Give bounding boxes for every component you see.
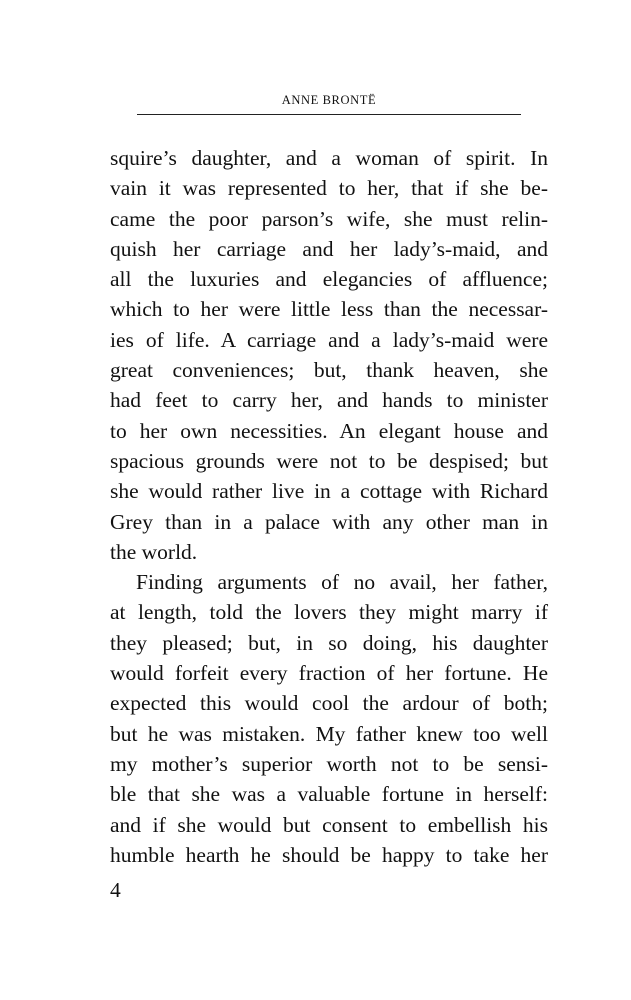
text-line: would forfeit every fraction of her fortune. He	[110, 661, 548, 686]
text-line: expected this would cool the ardour of both;	[110, 691, 548, 716]
page-number: 4	[110, 878, 121, 902]
text-line: squire’s daughter, and a woman of spirit. In	[110, 146, 548, 170]
text-line: had feet to carry her, and hands to minister	[110, 388, 548, 413]
text-line: ble that she was a valuable fortune in herself:	[110, 782, 548, 807]
text-line: she would rather live in a cottage with Richard	[110, 479, 548, 504]
text-line: ies of life. A carriage and a lady’s-maid were	[110, 327, 548, 352]
text-line: the world.	[110, 539, 198, 564]
text-line: and if she would but consent to embellish his	[110, 812, 548, 837]
text-line: my mother’s superior worth not to be sensi-	[110, 751, 548, 776]
running-head: ANNE BRONTË	[281, 93, 377, 107]
text-line: they pleased; but, in so doing, his daughter	[110, 630, 548, 655]
text-line: quish her carriage and her lady’s-maid, and	[110, 236, 548, 261]
text-line: but he was mistaken. My father knew too well	[110, 721, 548, 746]
text-line: spacious grounds were not to be despised; but	[110, 448, 548, 473]
text-line: humble hearth he should be happy to take her	[110, 842, 548, 867]
text-line: at length, told the lovers they might marry if	[110, 600, 548, 625]
text-line: great conveniences; but, thank heaven, she	[110, 358, 548, 383]
text-line: came the poor parson’s wife, she must relin-	[110, 206, 548, 231]
text-line: which to her were little less than the necessar-	[110, 297, 548, 322]
text-line: all the luxuries and elegancies of affluence;	[110, 267, 548, 292]
body-text	[110, 143, 548, 870]
text-line: to her own necessities. An elegant house and	[110, 418, 548, 443]
header-rule	[137, 114, 521, 115]
text-line: Finding arguments of no avail, her father,	[136, 570, 548, 595]
text-line: Grey than in a palace with any other man in	[110, 509, 548, 534]
text-line: vain it was represented to her, that if she be-	[110, 176, 548, 201]
